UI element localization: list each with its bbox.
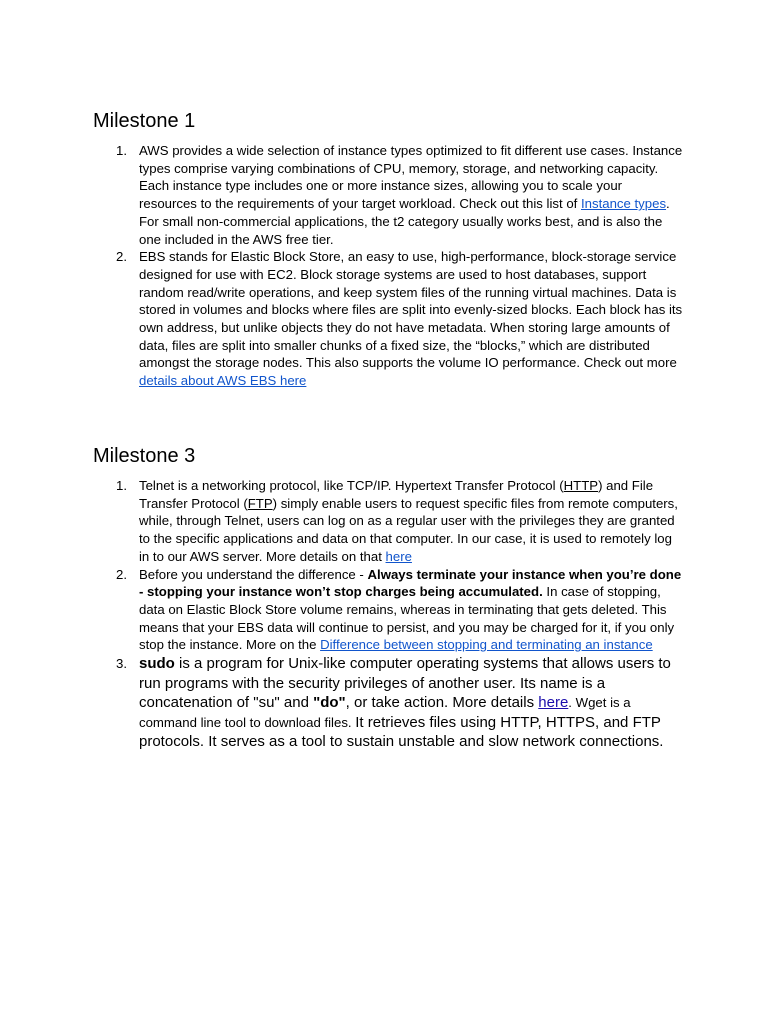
list-item xyxy=(93,248,683,390)
item-text: , or take action. More details xyxy=(345,694,539,712)
telnet-details-link[interactable]: here xyxy=(385,548,412,564)
instance-types-link[interactable]: Instance types xyxy=(581,196,667,212)
item-text: ) simply enable users to request specific files from remote computers, while, through Telnet, users can log on as a regular user with the privileges they are granted to the specific applications and data on that computer. In our case, it is used to remotely log in to our AWS server. More details on that xyxy=(139,495,678,564)
item-text: Telnet is a networking protocol, like TCP/IP. Hypertext Transfer Protocol ( xyxy=(139,478,564,493)
milestone-1-section xyxy=(93,108,683,390)
http-link[interactable]: HTTP xyxy=(563,478,599,493)
sudo-term: sudo xyxy=(139,655,175,673)
item-text: . Wget is a command line tool to download files. xyxy=(139,695,631,730)
list-item xyxy=(93,477,683,566)
item-text: AWS provides a wide selection of instance types optimized to fit different use cases. Instance types comprise varying combinations of CPU, memory, storage, and networking capacity. Each instance type includes one or more instance sizes, allowing you to scale your resources to the requirements of your target workload. Check out this list of xyxy=(139,143,683,212)
item-text: It retrieves files using HTTP, HTTPS, and FTP protocols. It serves as a tool to sustain unstable and slow network connections. xyxy=(139,713,664,751)
list-item xyxy=(93,566,683,655)
list-number: 2. xyxy=(116,566,127,582)
stop-vs-terminate-link[interactable]: Difference between stopping and terminating an instance xyxy=(320,637,653,653)
do-term: "do" xyxy=(313,694,346,712)
item-text: Before you understand the difference - xyxy=(139,566,368,582)
item-text: In case of stopping, data on Elastic Block Store volume remains, whereas in terminating that gets deleted. This means that your EBS data will continue to persist, and you may be charged for it, if you only stop the instance. More on the xyxy=(139,584,675,653)
milestone-1-heading: Milestone 1 xyxy=(93,110,196,132)
list-item xyxy=(93,142,683,248)
list-item xyxy=(93,654,683,752)
item-text: EBS stands for Elastic Block Store, an easy to use, high-performance, block-storage service designed for use with EC2. Block storage systems are used to host databases, support random read/write operations, and keep system files of the running virtual machines. Data is stored in volumes and blocks where files are split into evenly-sized blocks. Each block has its own address, but unlike objects they do not have metadata. When storing large amounts of data, files are split into smaller chunks of a fixed size, the “blocks,” which are distributed amongst the storage nodes. This also supports the volume IO performance. Check out more xyxy=(139,249,683,371)
list-number: 1. xyxy=(116,478,127,493)
milestone-3-list xyxy=(93,477,683,752)
list-number: 3. xyxy=(116,656,127,672)
sudo-details-link[interactable]: here xyxy=(538,694,569,712)
item-text: . For small non-commercial applications, the t2 category usually works best, and is also the one included in the AWS free tier. xyxy=(139,196,670,247)
item-text: ) and File Transfer Protocol ( xyxy=(139,478,654,511)
ftp-link[interactable]: FTP xyxy=(247,495,273,511)
list-number: 1. xyxy=(116,143,127,158)
milestone-3-heading: Milestone 3 xyxy=(93,445,196,467)
list-number: 2. xyxy=(116,249,127,265)
milestone-1-list xyxy=(93,142,683,390)
item-text: is a program for Unix-like computer operating systems that allows users to run programs with the security privileges of another user. Its name is a concatenation of "su" and xyxy=(139,655,671,712)
milestone-3-section xyxy=(93,443,683,752)
ebs-details-link[interactable]: details about AWS EBS here xyxy=(139,373,307,389)
terminate-warning: Always terminate your instance when you’re done - stopping your instance won’t stop charges being accumulated. xyxy=(139,566,682,600)
